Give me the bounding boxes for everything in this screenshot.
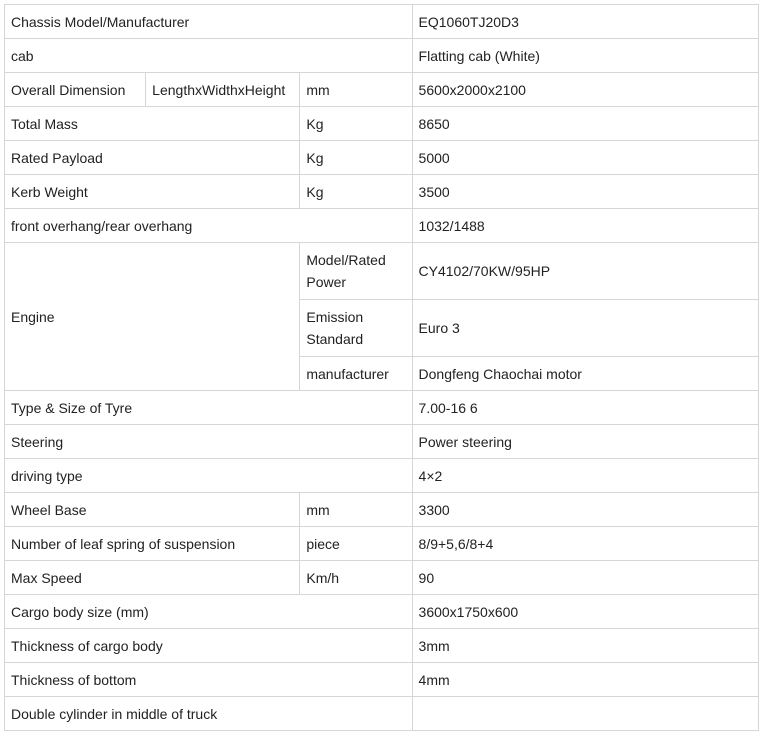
row-label: Number of leaf spring of suspension (5, 527, 300, 561)
row-value: 90 (412, 561, 758, 595)
table-row (5, 175, 759, 209)
table-row (5, 459, 759, 493)
table-row (5, 425, 759, 459)
row-value: Power steering (412, 425, 758, 459)
engine-item-name: manufacturer (300, 357, 412, 391)
row-unit: mm (300, 493, 412, 527)
row-value: EQ1060TJ20D3 (412, 5, 758, 39)
table-row (5, 595, 759, 629)
row-value: 8/9+5,6/8+4 (412, 527, 758, 561)
engine-item-name: Model/Rated Power (300, 243, 412, 300)
table-row (5, 73, 759, 107)
row-label: driving type (5, 459, 413, 493)
row-label: Chassis Model/Manufacturer (5, 5, 413, 39)
row-label: cab (5, 39, 413, 73)
table-row (5, 663, 759, 697)
row-label: Rated Payload (5, 141, 300, 175)
row-label: Cargo body size (mm) (5, 595, 413, 629)
table-row (5, 209, 759, 243)
row-unit: mm (300, 73, 412, 107)
engine-item-value: CY4102/70KW/95HP (412, 243, 758, 300)
row-label: Steering (5, 425, 413, 459)
row-unit: piece (300, 527, 412, 561)
row-label: front overhang/rear overhang (5, 209, 413, 243)
row-unit: Km/h (300, 561, 412, 595)
row-label: Thickness of bottom (5, 663, 413, 697)
row-value: 4mm (412, 663, 758, 697)
row-value: 4×2 (412, 459, 758, 493)
engine-item-value: Euro 3 (412, 300, 758, 357)
table-row (5, 5, 759, 39)
row-unit: Kg (300, 107, 412, 141)
row-value: 1032/1488 (412, 209, 758, 243)
row-label: Max Speed (5, 561, 300, 595)
row-value: 3300 (412, 493, 758, 527)
table-row (5, 39, 759, 73)
row-label: Type & Size of Tyre (5, 391, 413, 425)
table-row (5, 493, 759, 527)
table-row (5, 141, 759, 175)
table-row (5, 561, 759, 595)
table-row (5, 527, 759, 561)
row-value: 3mm (412, 629, 758, 663)
engine-item-name: Emission Standard (300, 300, 412, 357)
table-row (5, 391, 759, 425)
row-sublabel: LengthxWidthxHeight (146, 73, 300, 107)
table-row (5, 697, 759, 731)
row-value (412, 697, 758, 731)
table-row (5, 107, 759, 141)
row-label: Double cylinder in middle of truck (5, 697, 413, 731)
row-label: Total Mass (5, 107, 300, 141)
row-label: Thickness of cargo body (5, 629, 413, 663)
spec-table (4, 4, 759, 731)
row-unit: Kg (300, 141, 412, 175)
row-value: Flatting cab (White) (412, 39, 758, 73)
row-value: 7.00-16 6 (412, 391, 758, 425)
row-value: 5600x2000x2100 (412, 73, 758, 107)
row-value: 5000 (412, 141, 758, 175)
row-label: Wheel Base (5, 493, 300, 527)
row-value: 8650 (412, 107, 758, 141)
engine-label: Engine (5, 243, 300, 391)
row-label: Overall Dimension (5, 73, 146, 107)
row-label: Kerb Weight (5, 175, 300, 209)
row-value: 3500 (412, 175, 758, 209)
row-value: 3600x1750x600 (412, 595, 758, 629)
table-row (5, 629, 759, 663)
table-row (5, 243, 759, 300)
engine-item-value: Dongfeng Chaochai motor (412, 357, 758, 391)
row-unit: Kg (300, 175, 412, 209)
